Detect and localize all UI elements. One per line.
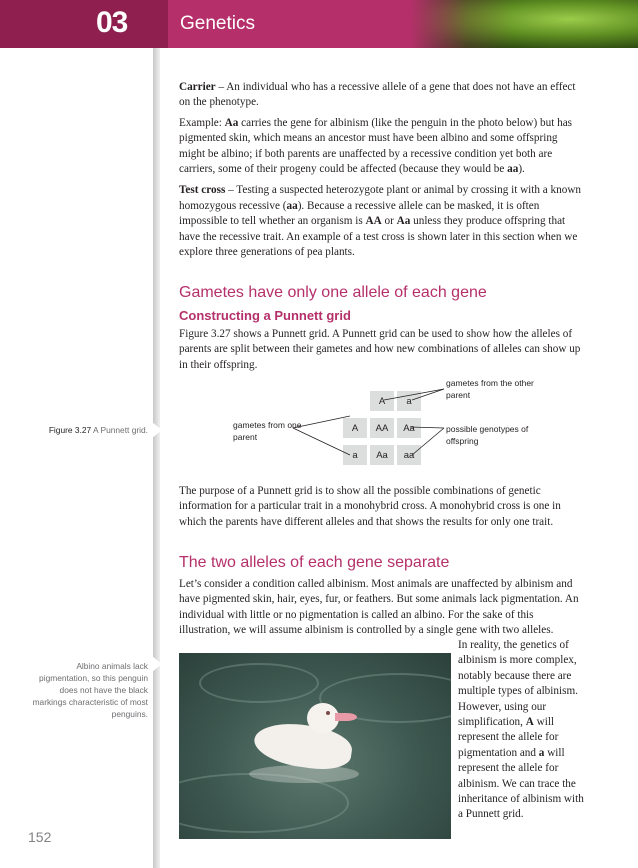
caption-pointer [152, 656, 162, 672]
annotation-line [410, 427, 444, 428]
section-alleles-separate [179, 554, 584, 639]
penguin-body [252, 718, 355, 773]
albino-penguin-photo [179, 653, 451, 839]
side-text: will represent the allele for pigmentation and [458, 716, 559, 759]
test-cross-term: Test cross [179, 184, 226, 197]
example-aa: aa [507, 163, 519, 176]
subheading-punnett: Constructing a Punnett grid [179, 308, 351, 323]
grid-genotype-cell: aa [396, 444, 422, 466]
label-other-parent: gametes from the other parent [446, 378, 534, 400]
example-lead: Example: [179, 116, 225, 129]
annotation-line [412, 389, 444, 400]
page-number: 152 [28, 829, 52, 845]
penguin-reflection [249, 765, 359, 783]
grid-row-allele: a [342, 444, 368, 466]
chapter-number: 03 [96, 6, 128, 39]
albinism-side-text [458, 638, 586, 823]
punnett-purpose: The purpose of a Punnett grid is to show all the possible combinations of genetic information for a particular trait in a monohybrid cross. A monohybrid cross is one in which the parents have different alleles and that shows the results for only one trait. [179, 485, 561, 528]
example-genotype: Aa [224, 116, 239, 129]
albinism-simplification [458, 638, 586, 823]
photo-caption: Albino animals lack pigmentation, so this penguin does not have the black markings characteristic of most penguins. [32, 661, 148, 719]
grid-genotype-cell: Aa [396, 417, 422, 439]
punnett-intro: Figure 3.27 shows a Punnett grid. A Punnett grid can be used to show how the alleles of parents are split between their gametes and how new combinations of alleles can show up in their offspring. [179, 328, 581, 371]
section-heading-alleles: The two alleles of each gene separate [179, 554, 450, 571]
side-allele-A: A [525, 716, 534, 729]
grid-genotype-cell: AA [369, 417, 395, 439]
side-text: In reality, the genetics of albinism is more complex, notably because there are multiple types of albinism. However, using our simplification, [458, 639, 578, 729]
side-allele-a: a [538, 746, 545, 759]
grid-header-cell: a [396, 390, 422, 412]
grid-row-allele: A [342, 417, 368, 439]
test-cross-AA: AA [365, 215, 382, 228]
annotation-line [384, 389, 444, 400]
test-cross-text: ). Because a recessive allele can be masked, it is often impossible to tell whether an organism is [179, 199, 540, 228]
water-ripple [199, 663, 319, 703]
annotation-line [412, 428, 444, 455]
label-offspring: possible genotypes of offspring [446, 424, 529, 446]
test-cross-text: or [381, 215, 397, 228]
chapter-title: Genetics [180, 13, 255, 34]
figure-label: Figure 3.27 [48, 425, 92, 435]
example-text: carries the gene for albinism (like the penguin in the photo below) but has pigmented skin, which means an ancestor must have been albino and some offspring might be albino; if both parents are unaffected by a recessive condition yet both are carriers, some of their progeny could be affected (because they would be [179, 116, 573, 176]
figure-caption-text: A Punnett grid. [91, 425, 148, 435]
test-cross-aa: aa [286, 199, 298, 212]
test-cross-text: unless they produce offspring that have the recessive trait. An example of a test cross is shown later in this section when we explore three generations of pea plants. [179, 215, 578, 259]
example-text-end: ). [518, 163, 525, 176]
penguin-eye [326, 711, 330, 715]
section-heading-gametes: Gametes have only one allele of each gene [179, 284, 487, 301]
test-cross-Aa: Aa [396, 215, 411, 228]
test-cross-text: – Testing a suspected heterozygote plant or animal by crossing it with a known homozygous recessive ( [179, 184, 582, 212]
label-one-parent: gametes from one parent [233, 420, 302, 442]
grid-header-cell: A [369, 390, 395, 412]
grid-genotype-cell: Aa [369, 444, 395, 466]
albinism-intro: Let’s consider a condition called albinism. Most animals are unaffected by albinism and have pigmented skin, hair, eyes, fur, or feathers. But some animals lack pigmentation. An individual with little or no pigmentation is called an albino. For the sake of this illustration, we will assume albinism is controlled by a single gene with two alleles. [179, 578, 579, 637]
side-text: will represent the allele for albinism. We can trace the inheritance of albinism with a Punnett grid. [458, 746, 584, 821]
carrier-term: Carrier [179, 81, 216, 93]
punnett-purpose-block [179, 484, 584, 530]
penguin-beak [335, 713, 357, 721]
carrier-text: – An individual who has a recessive allele of a gene that does not have an effect on the phenotype. [179, 81, 576, 109]
